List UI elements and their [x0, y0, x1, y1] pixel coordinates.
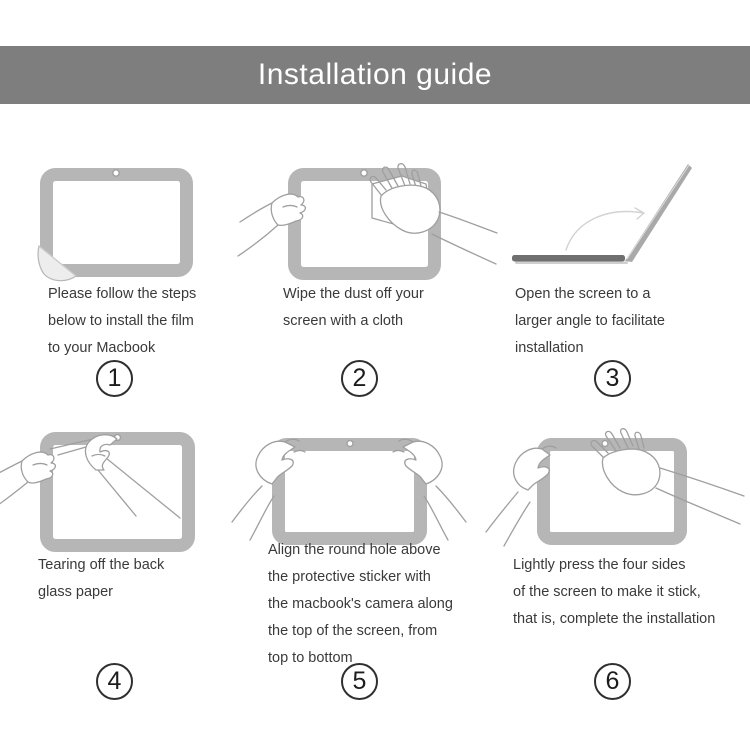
caption-line: installation — [515, 340, 584, 356]
page-title: Installation guide — [257, 58, 493, 91]
caption-line: of the screen to make it stick, — [513, 584, 701, 600]
caption-line: below to install the film — [48, 313, 194, 329]
step-2-caption — [283, 281, 424, 335]
step-5-panel — [250, 404, 500, 750]
pressing-screen-sides-icon — [500, 404, 750, 564]
step-3-caption — [515, 281, 665, 362]
step-6-panel — [500, 404, 750, 750]
caption-line: screen with a cloth — [283, 313, 404, 329]
step-2-panel — [250, 104, 500, 404]
caption-line: glass paper — [38, 584, 113, 600]
caption-line: Tearing off the back — [38, 557, 165, 573]
step-1-panel — [0, 104, 250, 404]
laptop-open-angle-icon — [500, 104, 750, 289]
step-6-number-badge: 6 — [594, 663, 631, 700]
step-3-panel — [500, 104, 750, 404]
step-1-caption — [48, 281, 196, 362]
title-banner — [0, 46, 750, 104]
caption-line: top to bottom — [268, 650, 353, 666]
tearing-back-paper-icon — [0, 404, 250, 564]
caption-line: the macbook's camera along — [268, 596, 453, 612]
step-5-number-badge: 5 — [341, 663, 378, 700]
caption-line: Align the round hole above — [268, 542, 441, 558]
step-4-number-badge: 4 — [96, 663, 133, 700]
step-1-number-badge: 1 — [96, 360, 133, 397]
hand-wiping-screen-icon — [250, 104, 500, 289]
caption-line: to your Macbook — [48, 340, 156, 356]
step-3-number-badge: 3 — [594, 360, 631, 397]
caption-line: the top of the screen, from — [268, 623, 438, 639]
step-6-caption — [513, 552, 715, 633]
caption-line: Lightly press the four sides — [513, 557, 686, 573]
step-2-number-badge: 2 — [341, 360, 378, 397]
caption-line: that is, complete the installation — [513, 611, 716, 627]
caption-line: Open the screen to a — [515, 286, 651, 302]
step-4-panel — [0, 404, 250, 750]
caption-line: the protective sticker with — [268, 569, 431, 585]
caption-line: larger angle to facilitate — [515, 313, 665, 329]
step-5-caption — [268, 537, 453, 672]
step-4-caption — [38, 552, 164, 606]
caption-line: Wipe the dust off your — [283, 286, 424, 302]
screen-film-peeling-corner-icon — [0, 104, 250, 289]
caption-line: Please follow the steps — [48, 286, 197, 302]
